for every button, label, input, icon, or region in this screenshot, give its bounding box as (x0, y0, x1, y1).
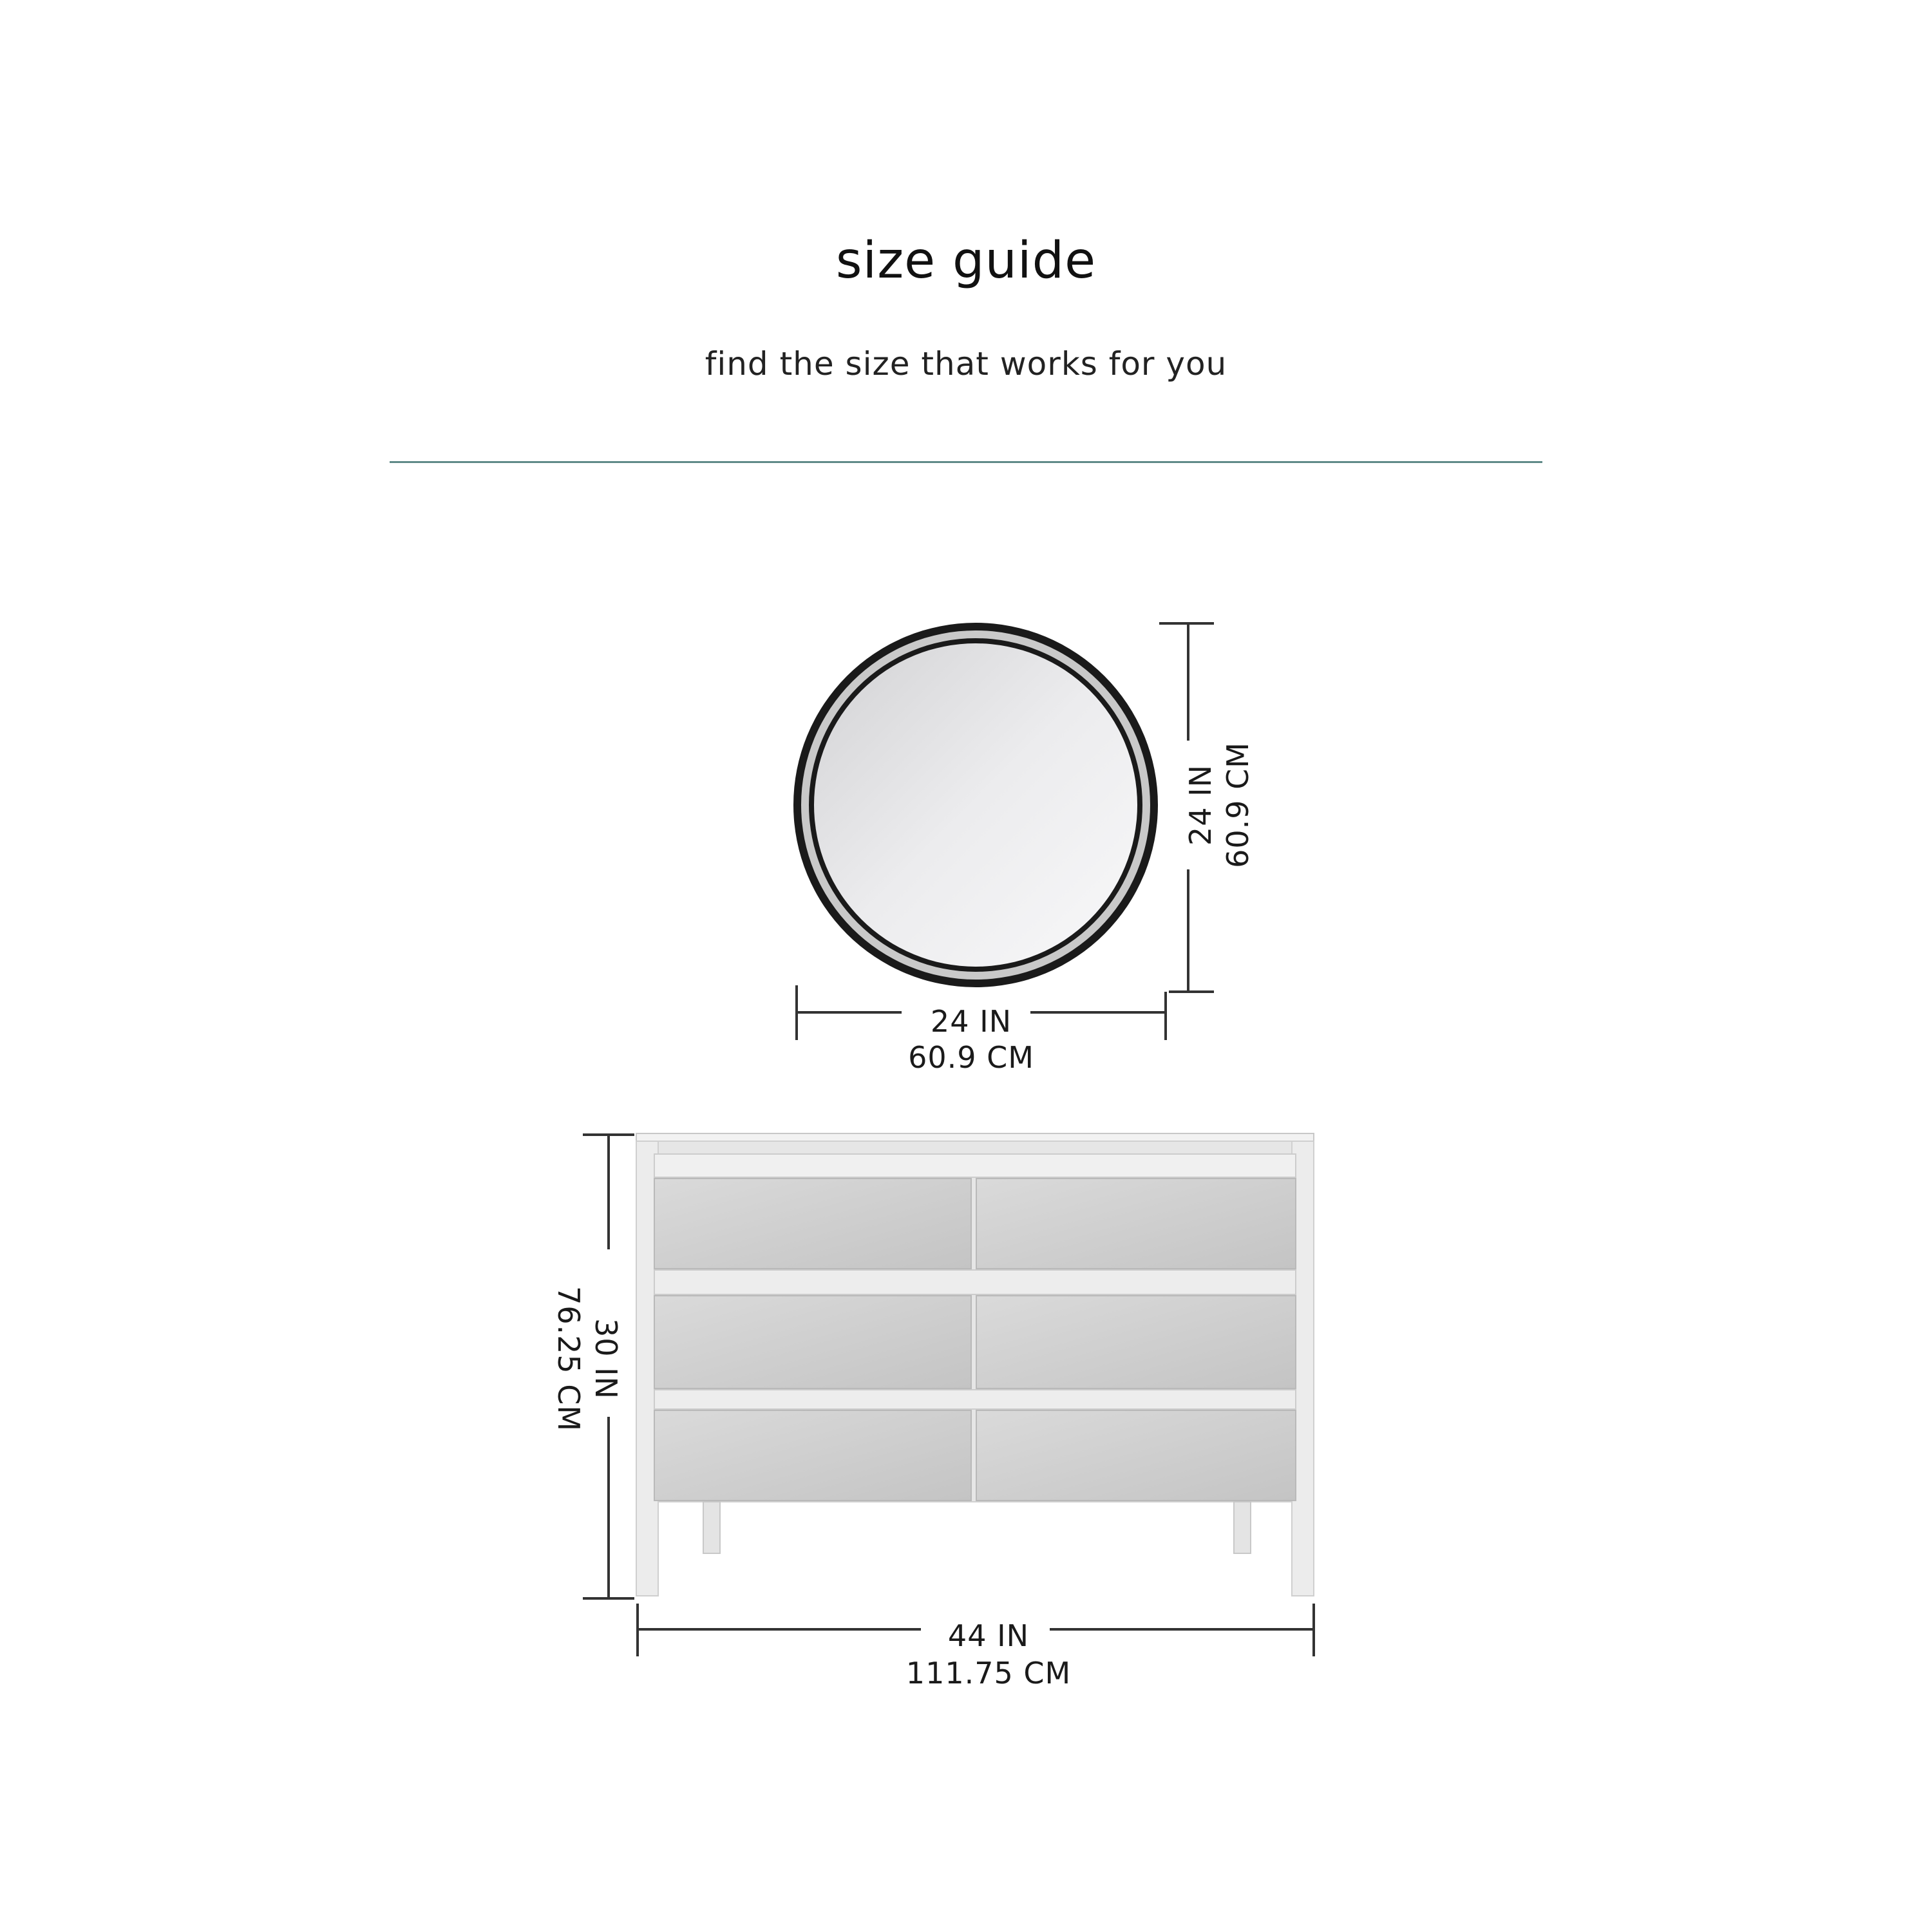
round-mirror (793, 623, 1158, 987)
mirror-glass (814, 643, 1137, 967)
dresser-width-metric: 111.75 CM (905, 1656, 1072, 1690)
dresser-width-imperial: 44 IN (947, 1618, 1030, 1653)
drawer-front (654, 1410, 971, 1501)
dresser-inner-leg (703, 1502, 720, 1553)
drawer-rail (654, 1270, 1296, 1294)
mirror-width-metric: 60.9 CM (908, 1040, 1034, 1075)
drawer-front (976, 1410, 1296, 1501)
dresser-top-rail (654, 1154, 1296, 1177)
drawer-front (654, 1179, 971, 1269)
dresser (636, 1133, 1314, 1596)
mirror-height-imperial: 24 IN (1183, 764, 1218, 846)
mirror-width-imperial: 24 IN (930, 1004, 1012, 1039)
drawer-front (976, 1296, 1296, 1388)
drawer-front (976, 1179, 1296, 1269)
dresser-height-imperial: 30 IN (589, 1318, 623, 1400)
dresser-top (636, 1133, 1314, 1141)
drawer-rail (654, 1390, 1296, 1409)
page-title: size guide (835, 232, 1097, 290)
mirror-height-metric: 60.9 CM (1220, 742, 1255, 868)
dresser-inner-leg (1234, 1502, 1251, 1553)
drawer-front (654, 1296, 971, 1388)
page-subtitle: find the size that works for you (705, 345, 1227, 383)
dresser-height-metric: 76.25 CM (551, 1285, 586, 1432)
